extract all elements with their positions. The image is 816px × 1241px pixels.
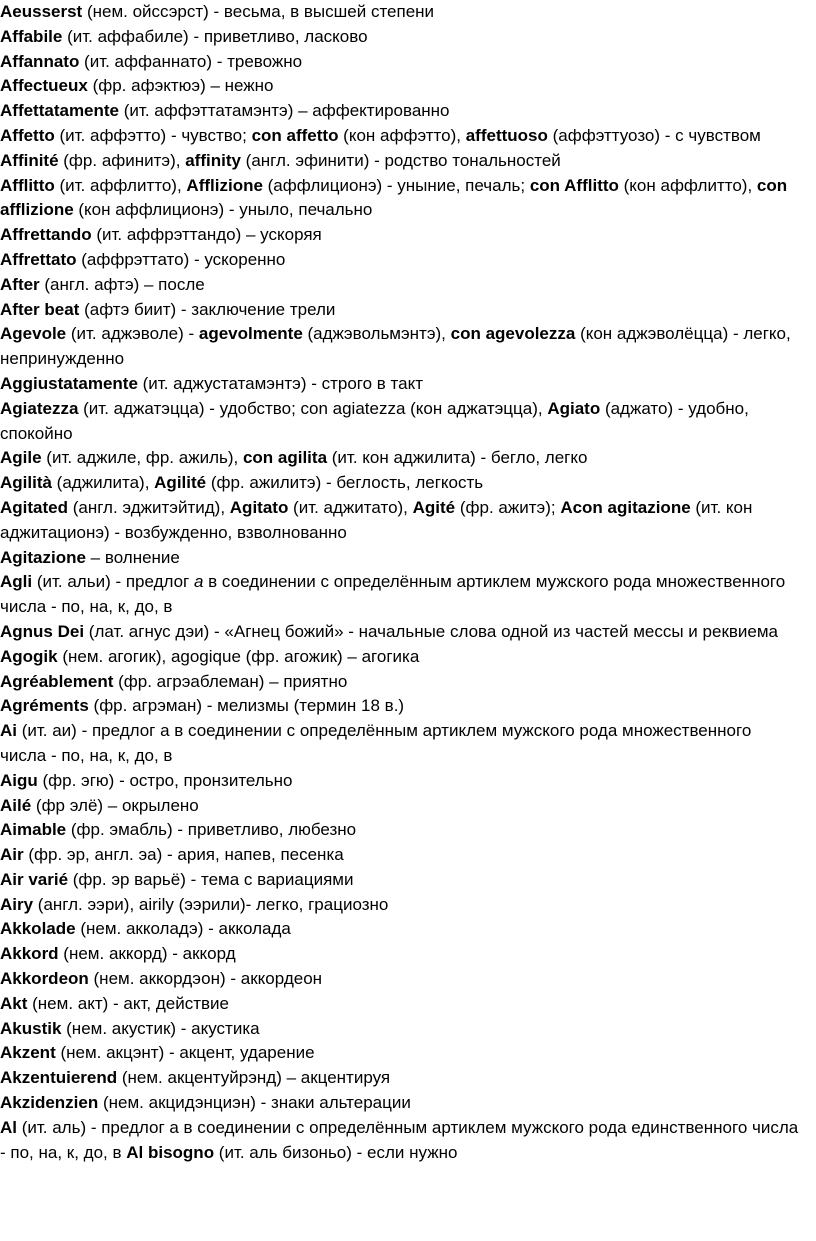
definition-text: (нем. акт) - акт, действие <box>27 993 229 1013</box>
term: Afflitto <box>0 175 55 195</box>
definition-text: a <box>193 572 204 592</box>
definition-text: (нем. акустик) - акустика <box>61 1018 260 1038</box>
definition-text: (англ. эфинити) - родство тональностей <box>240 150 561 170</box>
dictionary-entry <box>0 74 800 99</box>
dictionary-entry <box>0 769 800 794</box>
term: Agilité <box>154 473 207 493</box>
definition-text: (ит. аффаннато) - тревожно <box>79 51 303 71</box>
definition-text: (аджато) - удобно, спокойно <box>0 398 749 443</box>
term: After beat <box>0 299 80 319</box>
term: Air varié <box>0 869 69 889</box>
term: Affettatamente <box>0 101 120 121</box>
dictionary-entry <box>0 1116 800 1166</box>
term: Al bisogno <box>126 1142 215 1162</box>
definition-text: (фр. агрэман) - мелизмы (термин 18 в.) <box>88 696 405 716</box>
dictionary-entry <box>0 719 800 769</box>
dictionary-entry <box>0 50 800 75</box>
dictionary-entry <box>0 670 800 695</box>
definition-text: (нем. акцентуйрэнд) – акцентируя <box>117 1068 391 1088</box>
term: Agitated <box>0 497 68 517</box>
dictionary-entry <box>0 322 800 372</box>
term: Airy <box>0 894 34 914</box>
definition-text: (нем. агогик), agogique (фр. агожик) – агогика <box>57 646 420 666</box>
definition-text: (фр. ажитэ); <box>455 497 561 517</box>
definition-text: (англ. эджитэйтид), <box>68 497 230 517</box>
dictionary-entry <box>0 893 800 918</box>
definition-text: (фр. эгю) - остро, пронзительно <box>37 770 293 790</box>
term: Agitazione <box>0 547 86 567</box>
term: Akzent <box>0 1043 56 1063</box>
definition-text: (кон аффлитто), <box>618 175 757 195</box>
dictionary-entry <box>0 149 800 174</box>
dictionary-entry <box>0 124 800 149</box>
definition-text: (нем. акцидэнциэн) - знаки альтерации <box>98 1093 411 1113</box>
definition-text: (фр. афэктюэ) – нежно <box>87 76 274 96</box>
dictionary-entry <box>0 645 800 670</box>
dictionary-entry <box>0 446 800 471</box>
definition-text: (фр. афинитэ), <box>58 150 186 170</box>
definition-text: (фр. эр варьё) - тема с вариациями <box>68 869 354 889</box>
dictionary-entry <box>0 248 800 273</box>
term: Acon agitazione <box>560 497 691 517</box>
definition-text: (ит. аль бизоньо) - если нужно <box>214 1142 458 1162</box>
term: Agréablement <box>0 671 114 691</box>
definition-text: (нем. ойссэрст) - весьма, в высшей степени <box>82 2 435 21</box>
dictionary-entry <box>0 917 800 942</box>
definition-text: (фр. ажилитэ) - беглость, легкость <box>206 473 484 493</box>
term: Agilità <box>0 473 52 493</box>
term: Agli <box>0 572 33 592</box>
term: Akt <box>0 993 28 1013</box>
definition-text: (ит. аджустатамэнтэ) - строго в такт <box>137 373 424 393</box>
term: Akkord <box>0 944 59 964</box>
term: Air <box>0 845 24 865</box>
term: Al <box>0 1117 17 1137</box>
term: agevolmente <box>198 324 303 344</box>
dictionary-entry <box>0 273 800 298</box>
term: Affrettando <box>0 225 92 245</box>
definition-text: (кон аффэтто), <box>338 125 466 145</box>
term: Akkolade <box>0 919 76 939</box>
term: con afflizione <box>0 175 788 220</box>
dictionary-entry <box>0 967 800 992</box>
term: Agogik <box>0 646 58 666</box>
definition-text: (афтэ биит) - заключение трели <box>79 299 336 319</box>
term: affettuoso <box>465 125 548 145</box>
definition-text: (аффрэттато) - ускоренно <box>76 249 286 269</box>
definition-text: (ит. аджиле, фр. ажиль), <box>41 448 243 468</box>
term: Affectueux <box>0 76 88 96</box>
definition-text: (ит. аффабиле) - приветливо, ласково <box>62 26 368 46</box>
definition-text: (кон аффлиционэ) - уныло, печально <box>73 200 373 220</box>
dictionary-entry <box>0 794 800 819</box>
definition-text: (аджилита), <box>51 473 155 493</box>
dictionary-entry <box>0 496 800 546</box>
term: Ailé <box>0 795 32 815</box>
dictionary-entry <box>0 546 800 571</box>
dictionary-entry <box>0 1066 800 1091</box>
definition-text: (аджэвольмэнтэ), <box>302 324 451 344</box>
dictionary-entry <box>0 99 800 124</box>
term: Akustik <box>0 1018 62 1038</box>
definition-text: (англ. афтэ) – после <box>39 274 205 294</box>
term: Afflizione <box>186 175 263 195</box>
dictionary-entry <box>0 1017 800 1042</box>
definition-text: (аффэттуозо) - с чувством <box>547 125 761 145</box>
dictionary-entry <box>0 818 800 843</box>
definition-text: в соединении с определённым артиклем мужского рода множественного числа - по, на, к, до, в <box>0 572 786 617</box>
term: Agiatezza <box>0 398 79 418</box>
definition-text: (ит. аджатэцца) - удобство; con agiatezza (кон аджатэцца), <box>78 398 548 418</box>
definition-text: – волнение <box>85 547 180 567</box>
term: Aeusserst <box>0 2 83 21</box>
term: Agnus Dei <box>0 621 85 641</box>
definition-text: (ит. аджэволе) - <box>66 324 199 344</box>
dictionary-entry <box>0 1041 800 1066</box>
term: con Afflitto <box>529 175 619 195</box>
definition-text: (ит. аффэттатамэнтэ) – аффектированно <box>119 101 450 121</box>
dictionary-entry <box>0 843 800 868</box>
dictionary-entry <box>0 397 800 447</box>
term: Affannato <box>0 51 80 71</box>
definition-text: (фр элё) – окрылено <box>31 795 199 815</box>
term: Ai <box>0 721 17 741</box>
definition-text: (нем. аккорд) - аккорд <box>58 944 236 964</box>
dictionary-entry <box>0 570 800 620</box>
definition-text: (фр. агрэаблеман) – приятно <box>113 671 348 691</box>
dictionary-entry <box>0 0 800 25</box>
definition-text: (аффлиционэ) - уныние, печаль; <box>262 175 530 195</box>
definition-text: (англ. ээри), airily (ээрили)- легко, грациозно <box>33 894 389 914</box>
definition-text: (лат. агнус дэи) - «Агнец божий» - начальные слова одной из частей мессы и реквиема <box>84 621 778 641</box>
dictionary-entry <box>0 471 800 496</box>
definition-text: (ит. аджитато), <box>288 497 413 517</box>
definition-text: (фр. эмабль) - приветливо, любезно <box>66 820 357 840</box>
definition-text: (ит. кон аджитационэ) - возбужденно, взволнованно <box>0 497 753 542</box>
dictionary-entry <box>0 868 800 893</box>
definition-text: (фр. эр, англ. эа) - ария, напев, песенка <box>23 845 344 865</box>
dictionary-entry <box>0 942 800 967</box>
term: Affrettato <box>0 249 77 269</box>
term: Agréments <box>0 696 89 716</box>
dictionary-entry <box>0 372 800 397</box>
term: Agevole <box>0 324 67 344</box>
term: Akkordeon <box>0 969 89 989</box>
term: Affetto <box>0 125 55 145</box>
term: After <box>0 274 40 294</box>
definition-text: (ит. альи) - предлог <box>32 572 194 592</box>
definition-text: (ит. аффлитто), <box>54 175 187 195</box>
term: con agilita <box>242 448 328 468</box>
term: Akzidenzien <box>0 1093 99 1113</box>
definition-text: (ит. аи) - предлог а в соединении с определённым артиклем мужского рода множественного числа - по, на, к, до, в <box>0 721 752 765</box>
term: Aimable <box>0 820 67 840</box>
dictionary-entry <box>0 174 800 224</box>
definition-text: (ит. аффрэттандо) – ускоряя <box>91 225 322 245</box>
definition-text: (нем. аккордэон) - аккордеон <box>88 969 323 989</box>
definition-text: (нем. акколадэ) - акколада <box>75 919 291 939</box>
definition-text: (нем. акцэнт) - акцент, ударение <box>55 1043 315 1063</box>
dictionary-entry <box>0 298 800 323</box>
definition-text: (кон аджэволёцца) - легко, непринужденно <box>0 324 791 369</box>
dictionary-entry <box>0 25 800 50</box>
definition-text: (ит. аффэтто) - чувство; <box>54 125 252 145</box>
term: con agevolezza <box>450 324 576 344</box>
term: con affetto <box>251 125 339 145</box>
definition-text: (ит. аль) - предлог а в соединении с определённым артиклем мужского рода единственного числа - по, на, к, до, в <box>0 1117 799 1162</box>
dictionary-entry <box>0 992 800 1017</box>
term: Aggiustatamente <box>0 373 138 393</box>
definition-text: (ит. кон аджилита) - бегло, легко <box>327 448 588 468</box>
term: Akzentuierend <box>0 1068 118 1088</box>
dictionary-entry <box>0 223 800 248</box>
dictionary-entry <box>0 694 800 719</box>
term: Affinité <box>0 150 59 170</box>
term: affinity <box>185 150 241 170</box>
term: Agiato <box>547 398 601 418</box>
term: Agité <box>412 497 456 517</box>
dictionary-entry <box>0 620 800 645</box>
term: Aigu <box>0 770 38 790</box>
dictionary-entry <box>0 1091 800 1116</box>
term: Affabile <box>0 26 63 46</box>
term: Agile <box>0 448 42 468</box>
term: Agitato <box>229 497 289 517</box>
